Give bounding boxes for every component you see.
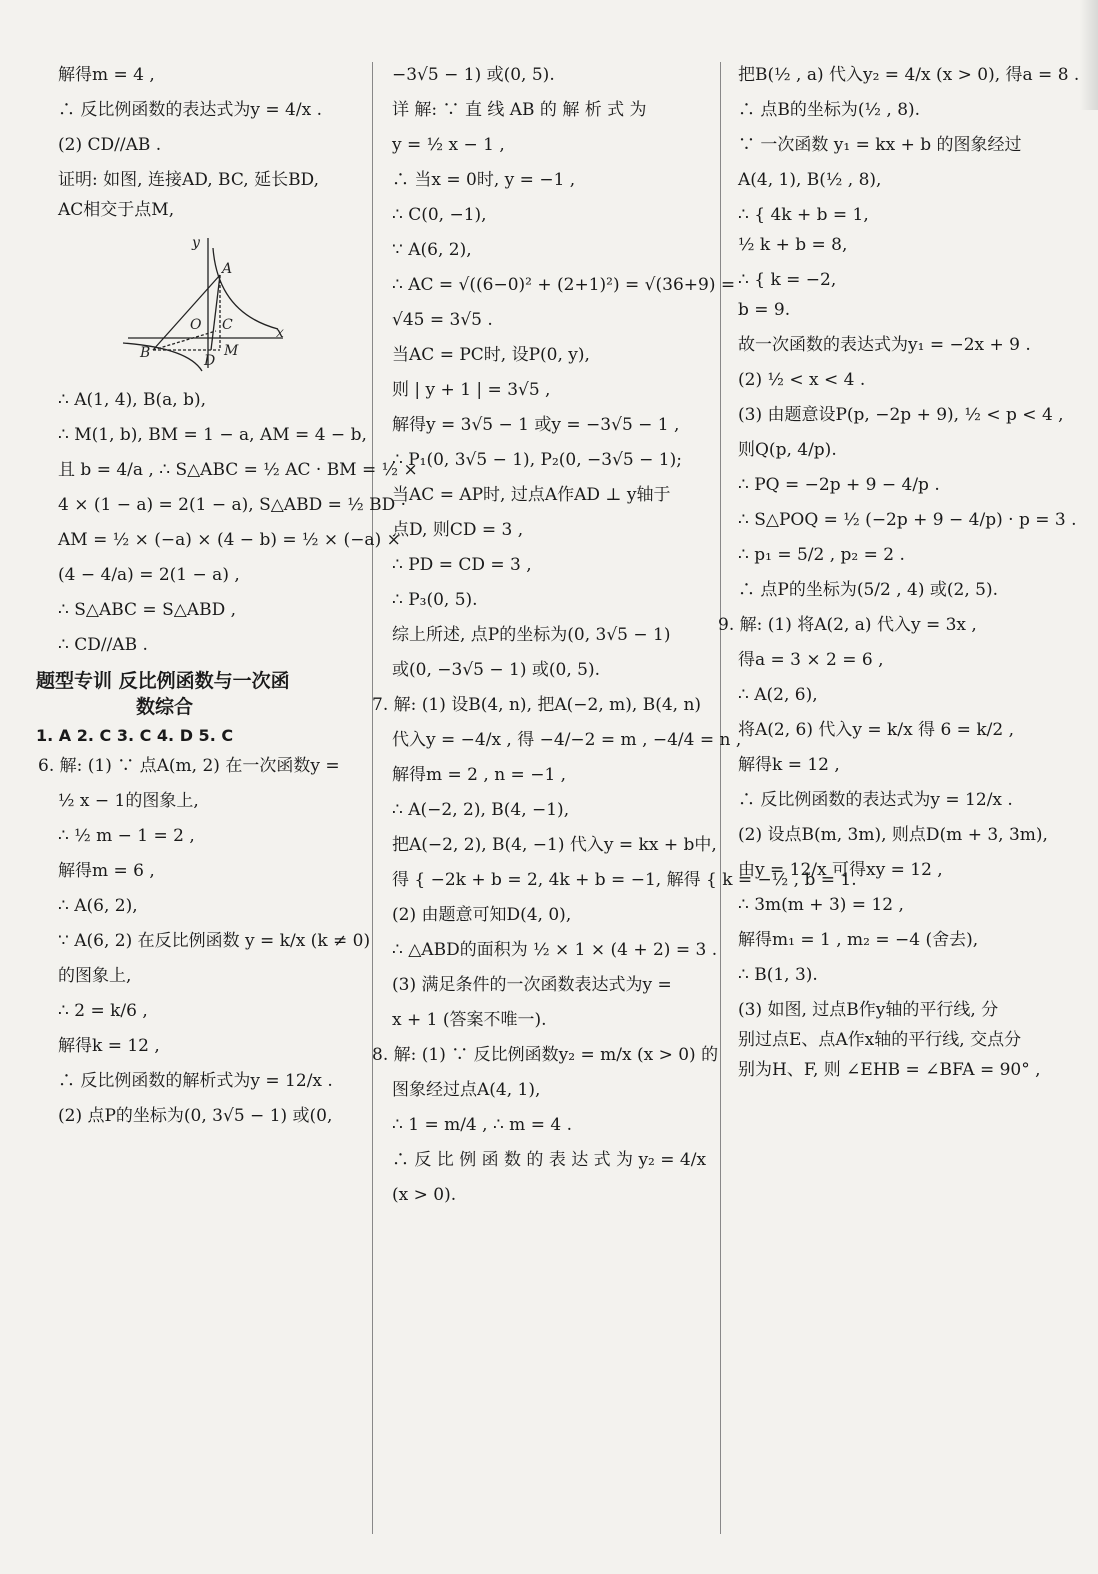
text-line: ∴ P₁(0, 3√5 − 1), P₂(0, −3√5 − 1); (392, 450, 682, 470)
text-line: 将A(2, 6) 代入y = k/x 得 6 = k/2 , (738, 720, 1014, 740)
text-line: ∴ 反比例函数的表达式为y = 12/x . (738, 790, 1013, 810)
text-line: 把A(−2, 2), B(4, −1) 代入y = kx + b中, (392, 835, 717, 855)
text-line: 解得y = 3√5 − 1 或y = −3√5 − 1 , (392, 415, 680, 435)
text-line: 证明: 如图, 连接AD, BC, 延长BD, (58, 170, 319, 190)
text-line: ∵ A(6, 2) 在反比例函数 y = k/x (k ≠ 0) (58, 931, 371, 951)
text-line: 4 × (1 − a) = 2(1 − a), S△ABD = ½ BD · (58, 495, 407, 515)
figure-label: D (204, 353, 216, 369)
text-line: ∴ B(1, 3). (738, 965, 818, 985)
text-line: ∴ 反 比 例 函 数 的 表 达 式 为 y₂ = 4/x (392, 1150, 707, 1170)
text-line: ∴ 点P的坐标为(5/2 , 4) 或(2, 5). (738, 580, 999, 600)
text-line: 综上所述, 点P的坐标为(0, 3√5 − 1) (392, 625, 671, 645)
text-line: ∴ 2 = k/6 , (58, 1001, 148, 1021)
text-line: ∴ C(0, −1), (392, 205, 487, 225)
text-line: −3√5 − 1) 或(0, 5). (392, 65, 555, 85)
problem-9-start: 9. 解: (1) 将A(2, a) 代入y = 3x , (718, 615, 977, 635)
text-line: ∴ PD = CD = 3 , (392, 555, 532, 575)
hyperbola-branch-2 (123, 343, 202, 371)
text-line: A(4, 1), B(½ , 8), (738, 170, 882, 190)
text-line: ∴ A(6, 2), (58, 896, 138, 916)
column-3 (718, 62, 1080, 1534)
figure-label: B (140, 345, 151, 361)
text-line: ∴ M(1, b), BM = 1 − a, AM = 4 − b, (58, 425, 367, 445)
figure-label: C (222, 317, 233, 333)
figure-label: M (224, 343, 239, 359)
segment-ad (211, 275, 220, 350)
segment-ab (153, 275, 220, 350)
text-line: ∴ CD//AB . (58, 635, 148, 655)
page-edge (1080, 0, 1098, 110)
text-line: 解得m₁ = 1 , m₂ = −4 (舍去), (738, 930, 979, 950)
text-line: ∵ 一次函数 y₁ = kx + b 的图象经过 (738, 135, 1022, 155)
text-line: ½ x − 1的图象上, (58, 791, 199, 811)
text-line: 且 b = 4/a , ∴ S△ABC = ½ AC · BM = ½ × (58, 460, 418, 480)
text-line: 解得k = 12 , (738, 755, 840, 775)
column-1 (36, 62, 418, 1534)
text-line: (2) 点P的坐标为(0, 3√5 − 1) 或(0, (58, 1106, 333, 1126)
text-line: ∴ { 4k + b = 1, (738, 205, 869, 225)
section-title: 题型专训 反比例函数与一次函 (36, 670, 290, 692)
text-line: (2) CD//AB . (58, 135, 162, 155)
problem-7-start: 7. 解: (1) 设B(4, n), 把A(−2, m), B(4, n) (372, 695, 702, 715)
text-line: 得 { −2k + b = 2, 4k + b = −1, 解得 { k = −½ , b = 1. (392, 870, 857, 890)
text-line: (2) 由题意可知D(4, 0), (392, 905, 572, 925)
text-line: 解得k = 12 , (58, 1036, 160, 1056)
text-line: ½ k + b = 8, (738, 235, 848, 255)
text-line: 当AC = PC时, 设P(0, y), (392, 345, 590, 365)
text-line: ∴ S△POQ = ½ (−2p + 9 − 4/p) · p = 3 . (738, 510, 1077, 530)
text-line: 把B(½ , a) 代入y₂ = 4/x (x > 0), 得a = 8 . (738, 65, 1080, 85)
figure-label: y (192, 235, 200, 251)
text-line: ∴ 反比例函数的解析式为y = 12/x . (58, 1071, 333, 1091)
hyperbola-figure (118, 233, 288, 373)
problem-8-start: 8. 解: (1) ∵ 反比例函数y₂ = m/x (x > 0) 的 (372, 1045, 719, 1065)
text-line: ∴ P₃(0, 5). (392, 590, 478, 610)
multiple-choice-answers: 1. A 2. C 3. C 4. D 5. C (36, 726, 234, 745)
text-line: ∴ 当x = 0时, y = −1 , (392, 170, 576, 190)
text-line: 别过点E、点A作x轴的平行线, 交点分 (738, 1030, 1022, 1050)
text-line: (2) ½ < x < 4 . (738, 370, 866, 390)
text-line: ∴ 1 = m/4 , ∴ m = 4 . (392, 1115, 572, 1135)
segment-bc (153, 331, 216, 350)
text-line: ∴ A(2, 6), (738, 685, 818, 705)
text-line: AM = ½ × (−a) × (4 − b) = ½ × (−a) × (58, 530, 401, 550)
text-line: ∴ PQ = −2p + 9 − 4/p . (738, 475, 940, 495)
text-line: (4 − 4/a) = 2(1 − a) , (58, 565, 240, 585)
text-line: ∴ A(−2, 2), B(4, −1), (392, 800, 570, 820)
text-line: ∴ AC = √((6−0)² + (2+1)²) = √(36+9) = (392, 275, 736, 295)
text-line: √45 = 3√5 . (392, 310, 493, 330)
text-line: 解得m = 6 , (58, 861, 155, 881)
text-line: ∴ S△ABC = S△ABD , (58, 600, 237, 620)
text-line: ∴ 3m(m + 3) = 12 , (738, 895, 904, 915)
text-line: (2) 设点B(m, 3m), 则点D(m + 3, 3m), (738, 825, 1048, 845)
text-line: ∴ { k = −2, (738, 270, 837, 290)
text-line: (3) 由题意设P(p, −2p + 9), ½ < p < 4 , (738, 405, 1064, 425)
figure-label: A (222, 261, 233, 277)
text-line: ∴ 反比例函数的表达式为y = 4/x . (58, 100, 322, 120)
text-line: ∴ 点B的坐标为(½ , 8). (738, 100, 921, 120)
text-line: 解得m = 4 , (58, 65, 155, 85)
text-line: 故一次函数的表达式为y₁ = −2x + 9 . (738, 335, 1031, 355)
text-line: ∴ ½ m − 1 = 2 , (58, 826, 195, 846)
text-line: 得a = 3 × 2 = 6 , (738, 650, 884, 670)
text-line: 解得m = 2 , n = −1 , (392, 765, 567, 785)
text-line: ∴ p₁ = 5/2 , p₂ = 2 . (738, 545, 905, 565)
text-line: (3) 如图, 过点B作y轴的平行线, 分 (738, 1000, 999, 1020)
text-line: 或(0, −3√5 − 1) 或(0, 5). (392, 660, 600, 680)
text-line: (x > 0). (392, 1185, 457, 1205)
figure-label: x (276, 325, 284, 341)
text-line: 的图象上, (58, 966, 132, 986)
column-divider-1 (372, 62, 373, 1534)
text-line: ∴ A(1, 4), B(a, b), (58, 390, 206, 410)
section-title-cont: 数综合 (136, 696, 194, 718)
text-line: (3) 满足条件的一次函数表达式为y = (392, 975, 672, 995)
text-line: 别为H、F, 则 ∠EHB = ∠BFA = 90° , (738, 1060, 1041, 1080)
text-line: ∴ △ABD的面积为 ½ × 1 × (4 + 2) = 3 . (392, 940, 718, 960)
text-line: 图象经过点A(4, 1), (392, 1080, 541, 1100)
problem-6-start: 6. 解: (1) ∵ 点A(m, 2) 在一次函数y = (38, 756, 340, 776)
text-line: 则 | y + 1 | = 3√5 , (392, 380, 551, 400)
text-line: 由y = 12/x 可得xy = 12 , (738, 860, 943, 880)
text-line: b = 9. (738, 300, 791, 320)
text-line: y = ½ x − 1 , (392, 135, 505, 155)
text-line: 代入y = −4/x , 得 −4/−2 = m , −4/4 = n , (392, 730, 742, 750)
text-line: ∵ A(6, 2), (392, 240, 472, 260)
text-line: 则Q(p, 4/p). (738, 440, 837, 460)
figure-label: O (190, 317, 202, 333)
text-line: 当AC = AP时, 过点A作AD ⊥ y轴于 (392, 485, 671, 505)
text-line: 详 解: ∵ 直 线 AB 的 解 析 式 为 (392, 100, 647, 120)
text-line: AC相交于点M, (58, 200, 175, 220)
text-line: x + 1 (答案不唯一). (392, 1010, 547, 1030)
text-line: 点D, 则CD = 3 , (392, 520, 524, 540)
